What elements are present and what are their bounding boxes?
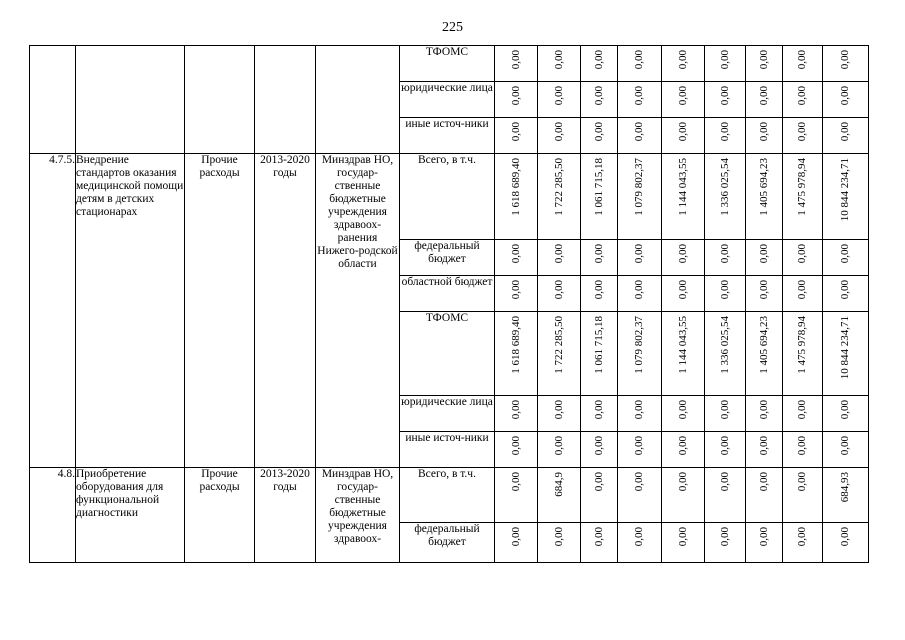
value-cell xyxy=(746,240,783,276)
value-text: 0,00 xyxy=(839,122,851,142)
value-cell xyxy=(823,154,869,240)
value-text: 0,00 xyxy=(839,280,851,300)
value-text: 0,00 xyxy=(509,244,522,264)
value-text: 0,00 xyxy=(633,527,645,547)
executor-cell: Минздрав НО, государ-ственные бюджетные учреждения здравоох- xyxy=(316,468,400,563)
value-text: 0,00 xyxy=(592,436,605,456)
value-text: 0,00 xyxy=(552,122,565,142)
value-cell xyxy=(662,396,705,432)
value-text: 0,00 xyxy=(633,472,645,492)
value-text: 0,00 xyxy=(839,527,851,547)
value-text: 0,00 xyxy=(676,86,689,106)
value-text: 0,00 xyxy=(796,472,808,492)
value-text: 0,00 xyxy=(592,527,605,547)
value-cell xyxy=(823,432,869,468)
value-cell xyxy=(783,82,823,118)
value-cell xyxy=(783,46,823,82)
value-cell xyxy=(662,276,705,312)
value-cell xyxy=(783,276,823,312)
value-cell xyxy=(538,432,581,468)
funding-source-cell: юридические лица xyxy=(400,396,495,432)
value-text: 0,00 xyxy=(592,244,605,264)
value-text: 1 336 025,54 xyxy=(718,316,731,374)
value-text: 0,00 xyxy=(592,86,605,106)
funding-source-cell: иные источ-ники xyxy=(400,118,495,154)
value-cell xyxy=(662,432,705,468)
value-text: 0,00 xyxy=(676,280,689,300)
value-text: 0,00 xyxy=(552,244,565,264)
value-cell xyxy=(538,82,581,118)
value-cell xyxy=(581,276,618,312)
funding-source-cell: ТФОМС xyxy=(400,46,495,82)
value-cell xyxy=(538,312,581,396)
value-cell xyxy=(495,432,538,468)
value-cell xyxy=(618,396,662,432)
value-cell xyxy=(705,276,746,312)
value-cell xyxy=(581,82,618,118)
item-number-cell xyxy=(30,46,76,154)
value-cell xyxy=(618,46,662,82)
value-text: 0,00 xyxy=(757,527,770,547)
value-text: 0,00 xyxy=(676,244,689,264)
value-cell xyxy=(746,396,783,432)
value-text: 1 722 285,50 xyxy=(552,316,565,374)
value-cell xyxy=(783,240,823,276)
value-cell xyxy=(705,46,746,82)
value-cell xyxy=(538,276,581,312)
expense-category-cell xyxy=(185,46,255,154)
value-text: 1 722 285,50 xyxy=(552,158,565,216)
value-text: 1 079 802,37 xyxy=(633,158,645,216)
value-cell xyxy=(746,82,783,118)
value-text: 0,00 xyxy=(718,400,731,420)
value-text: 1 061 715,18 xyxy=(592,316,605,374)
value-text: 0,00 xyxy=(592,122,605,142)
value-text: 0,00 xyxy=(718,122,731,142)
value-text: 0,00 xyxy=(839,436,851,456)
funding-source-cell: Всего, в т.ч. xyxy=(400,154,495,240)
value-text: 1 405 694,23 xyxy=(757,316,770,374)
value-cell xyxy=(538,46,581,82)
executor-cell xyxy=(316,46,400,154)
value-text: 1 144 043,55 xyxy=(676,316,689,374)
value-cell xyxy=(618,468,662,523)
value-cell xyxy=(705,312,746,396)
funding-source-cell: юридические лица xyxy=(400,82,495,118)
value-cell xyxy=(581,312,618,396)
value-cell xyxy=(746,276,783,312)
value-cell xyxy=(581,396,618,432)
value-text: 0,00 xyxy=(718,472,731,492)
funding-source-cell: иные источ-ники xyxy=(400,432,495,468)
value-text: 0,00 xyxy=(796,436,808,456)
value-text: 684,93 xyxy=(839,472,851,503)
value-cell xyxy=(495,118,538,154)
value-cell xyxy=(581,432,618,468)
value-cell xyxy=(538,396,581,432)
value-cell xyxy=(783,312,823,396)
value-text: 0,00 xyxy=(796,400,808,420)
value-cell xyxy=(495,46,538,82)
value-text: 0,00 xyxy=(509,280,522,300)
value-cell xyxy=(618,276,662,312)
value-cell xyxy=(618,118,662,154)
value-cell xyxy=(705,432,746,468)
period-cell: 2013-2020 годы xyxy=(255,154,316,468)
value-text: 0,00 xyxy=(676,436,689,456)
value-text: 0,00 xyxy=(757,472,770,492)
value-cell xyxy=(823,118,869,154)
value-text: 0,00 xyxy=(676,400,689,420)
value-text: 0,00 xyxy=(633,122,645,142)
value-cell xyxy=(823,276,869,312)
value-text: 0,00 xyxy=(796,50,808,70)
value-text: 0,00 xyxy=(509,527,522,547)
value-cell xyxy=(662,312,705,396)
measure-title-cell: Приобретение оборудования для функциональной диагностики xyxy=(76,468,185,563)
value-cell xyxy=(618,240,662,276)
value-text: 0,00 xyxy=(676,50,689,70)
expense-category-cell: Прочие расходы xyxy=(185,154,255,468)
value-text: 0,00 xyxy=(509,86,522,106)
value-cell xyxy=(746,312,783,396)
value-text: 0,00 xyxy=(757,244,770,264)
value-cell xyxy=(538,118,581,154)
value-text: 0,00 xyxy=(509,122,522,142)
measure-title-cell xyxy=(76,46,185,154)
table-row xyxy=(30,46,869,82)
value-cell xyxy=(783,523,823,563)
value-cell xyxy=(495,396,538,432)
value-cell xyxy=(581,118,618,154)
value-cell xyxy=(783,154,823,240)
value-text: 0,00 xyxy=(757,50,770,70)
value-text: 0,00 xyxy=(757,86,770,106)
page-number: 225 xyxy=(442,20,463,35)
value-text: 0,00 xyxy=(552,436,565,456)
period-cell xyxy=(255,46,316,154)
value-cell xyxy=(662,240,705,276)
value-text: 0,00 xyxy=(796,244,808,264)
value-cell xyxy=(746,468,783,523)
value-cell xyxy=(618,523,662,563)
value-text: 0,00 xyxy=(839,86,851,106)
value-text: 0,00 xyxy=(676,122,689,142)
value-cell xyxy=(705,82,746,118)
value-text: 0,00 xyxy=(509,472,522,492)
value-cell xyxy=(495,468,538,523)
value-cell xyxy=(662,118,705,154)
value-cell xyxy=(783,432,823,468)
value-text: 0,00 xyxy=(676,472,689,492)
value-text: 0,00 xyxy=(633,244,645,264)
funding-source-cell: Всего, в т.ч. xyxy=(400,468,495,523)
value-text: 0,00 xyxy=(757,122,770,142)
value-cell xyxy=(618,312,662,396)
value-text: 0,00 xyxy=(592,50,605,70)
value-cell xyxy=(581,240,618,276)
value-text: 1 618 689,40 xyxy=(509,316,522,374)
value-cell xyxy=(618,432,662,468)
value-text: 0,00 xyxy=(592,400,605,420)
value-cell xyxy=(783,118,823,154)
value-cell xyxy=(823,523,869,563)
value-cell xyxy=(581,154,618,240)
value-cell xyxy=(746,46,783,82)
value-text: 1 144 043,55 xyxy=(676,158,689,216)
budget-table xyxy=(29,45,869,563)
value-cell xyxy=(705,396,746,432)
value-text: 0,00 xyxy=(552,50,565,70)
value-cell xyxy=(783,396,823,432)
value-cell xyxy=(581,523,618,563)
value-text: 0,00 xyxy=(509,400,522,420)
value-cell xyxy=(705,154,746,240)
value-text: 0,00 xyxy=(509,436,522,456)
value-text: 0,00 xyxy=(757,400,770,420)
value-cell xyxy=(495,240,538,276)
table-row xyxy=(30,154,869,240)
value-cell xyxy=(746,432,783,468)
value-text: 0,00 xyxy=(796,122,808,142)
value-text: 10 844 234,71 xyxy=(839,316,851,380)
value-text: 0,00 xyxy=(633,50,645,70)
value-text: 1 618 689,40 xyxy=(509,158,522,216)
value-text: 0,00 xyxy=(592,472,605,492)
value-text: 0,00 xyxy=(718,436,731,456)
funding-source-cell: федеральный бюджет xyxy=(400,523,495,563)
value-text: 0,00 xyxy=(633,280,645,300)
value-text: 0,00 xyxy=(552,280,565,300)
value-text: 1 061 715,18 xyxy=(592,158,605,216)
value-cell xyxy=(618,82,662,118)
value-text: 0,00 xyxy=(592,280,605,300)
value-cell xyxy=(823,396,869,432)
value-cell xyxy=(823,240,869,276)
value-cell xyxy=(662,468,705,523)
value-cell xyxy=(662,154,705,240)
value-text: 0,00 xyxy=(718,527,731,547)
value-cell xyxy=(538,468,581,523)
value-cell xyxy=(662,82,705,118)
value-cell xyxy=(823,82,869,118)
value-cell xyxy=(495,312,538,396)
value-text: 0,00 xyxy=(757,280,770,300)
funding-source-cell: федеральный бюджет xyxy=(400,240,495,276)
value-text: 684,9 xyxy=(552,472,565,497)
value-text: 1 336 025,54 xyxy=(718,158,731,216)
value-cell xyxy=(823,468,869,523)
value-text: 0,00 xyxy=(676,527,689,547)
value-text: 0,00 xyxy=(633,86,645,106)
value-text: 0,00 xyxy=(796,280,808,300)
value-text: 0,00 xyxy=(718,86,731,106)
value-text: 10 844 234,71 xyxy=(839,158,851,222)
value-cell xyxy=(823,46,869,82)
value-cell xyxy=(705,468,746,523)
value-cell xyxy=(662,523,705,563)
value-text: 0,00 xyxy=(633,400,645,420)
value-text: 0,00 xyxy=(633,436,645,456)
value-cell xyxy=(495,82,538,118)
value-cell xyxy=(538,240,581,276)
value-text: 0,00 xyxy=(839,244,851,264)
item-number-cell: 4.7.5. xyxy=(30,154,76,468)
value-cell xyxy=(705,240,746,276)
value-cell xyxy=(823,312,869,396)
value-text: 0,00 xyxy=(757,436,770,456)
value-text: 0,00 xyxy=(552,527,565,547)
value-text: 1 475 978,94 xyxy=(796,316,808,374)
value-text: 0,00 xyxy=(839,50,851,70)
value-cell xyxy=(618,154,662,240)
value-cell xyxy=(746,118,783,154)
period-cell: 2013-2020 годы xyxy=(255,468,316,563)
executor-cell: Минздрав НО, государ-ственные бюджетные учреждения здравоох-ранения Нижего-родской области xyxy=(316,154,400,468)
value-text: 0,00 xyxy=(718,244,731,264)
value-cell xyxy=(705,118,746,154)
value-cell xyxy=(662,46,705,82)
value-text: 0,00 xyxy=(718,280,731,300)
value-cell xyxy=(581,468,618,523)
value-cell xyxy=(538,523,581,563)
value-cell xyxy=(746,154,783,240)
value-cell xyxy=(495,523,538,563)
value-text: 0,00 xyxy=(796,527,808,547)
value-cell xyxy=(783,468,823,523)
value-text: 0,00 xyxy=(796,86,808,106)
value-text: 0,00 xyxy=(552,86,565,106)
value-cell xyxy=(746,523,783,563)
value-cell xyxy=(581,46,618,82)
funding-source-cell: ТФОМС xyxy=(400,312,495,396)
value-cell xyxy=(495,154,538,240)
item-number-cell: 4.8. xyxy=(30,468,76,563)
measure-title-cell: Внедрение стандартов оказания медицинской помощи детям в детских стационарах xyxy=(76,154,185,468)
value-text: 1 079 802,37 xyxy=(633,316,645,374)
value-cell xyxy=(538,154,581,240)
value-cell xyxy=(495,276,538,312)
value-cell xyxy=(705,523,746,563)
table-row xyxy=(30,468,869,523)
value-text: 0,00 xyxy=(718,50,731,70)
funding-source-cell: областной бюджет xyxy=(400,276,495,312)
value-text: 1 475 978,94 xyxy=(796,158,808,216)
value-text: 1 405 694,23 xyxy=(757,158,770,216)
value-text: 0,00 xyxy=(509,50,522,70)
expense-category-cell: Прочие расходы xyxy=(185,468,255,563)
value-text: 0,00 xyxy=(839,400,851,420)
value-text: 0,00 xyxy=(552,400,565,420)
